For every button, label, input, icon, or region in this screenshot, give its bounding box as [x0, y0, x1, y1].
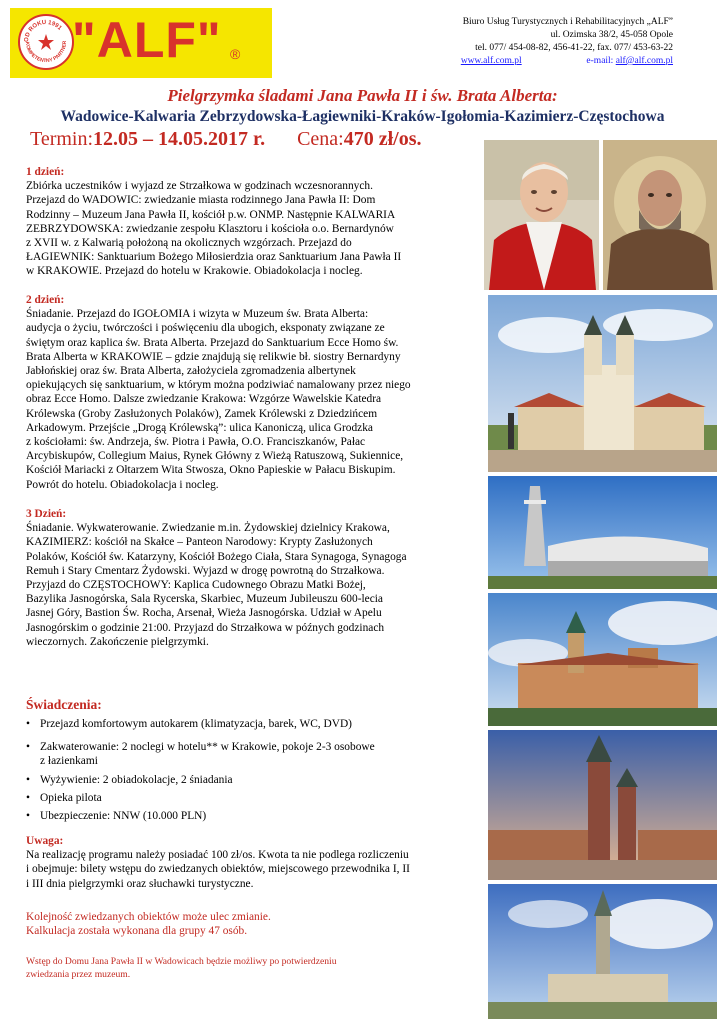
day-line: KAZIMIERZ: kościół na Skałce – Panteon Narodowy: Krypty Zasłużonych	[26, 536, 373, 549]
day-line: Przejazd do WADOWIC: zwiedzanie miasta rodzinnego Jana Pawła II: Dom	[26, 194, 376, 207]
day-line: ZEBRZYDOWSKA: zwiedzanie zespołu Klasztoru i kościoła o.o. Bernardynów	[26, 222, 394, 235]
day-line: z XVII w. z Kalwarią położoną na okolicznych wzgórzach. Przejazd do	[26, 237, 352, 250]
services-item: • Przejazd komfortowym autokarem (klimatyzacja, barek, WC, DVD)	[26, 717, 481, 731]
day-line: wieczornych. Zakończenie pielgrzymki.	[26, 635, 209, 648]
email-link[interactable]: alf@alf.com.pl	[615, 56, 673, 66]
services-item: • Zakwaterowanie: 2 noclegi w hotelu** w Krakowie, pokoje 2-3 osobowe	[26, 740, 481, 754]
day-line: opiekujących się sanktuarium, w którym można podziwiać namalowany przez niego	[26, 379, 411, 392]
day-line: Śniadanie. Wykwaterowanie. Zwiedzanie m.in. Żydowskiej dzielnicy Krakowa,	[26, 522, 390, 535]
footer-line: zwiedzania przez muzeum.	[26, 968, 131, 980]
day-line: Remuh i Stary Cmentarz Żydowski. Wyjazd w drogę powrotną do Strzałkowa.	[26, 564, 385, 577]
day-line: Jasnogórskim o godzinie 21:00. Przyjazd do Strzałkowa w późnych godzinach	[26, 621, 385, 634]
logo-registered-mark: ®	[230, 46, 241, 62]
alf-logo	[10, 8, 272, 78]
lagiewniki-sanctuary-photo	[488, 476, 717, 589]
note-line: Na realizację programu należy posiadać 100 zł/os. Kwota ta nie podlega rozliczeniu	[26, 849, 409, 862]
day-line: obraz Ecce Homo. Dalsze zwiedzanie Krakowa: Wzgórze Wawelskie Katedra	[26, 393, 382, 406]
email-label: e-mail:	[586, 56, 616, 66]
term-label: Termin:	[30, 128, 94, 150]
day-line: Przyjazd do CZĘSTOCHOWY: Kaplica Cudownego Obrazu Matki Bożej,	[26, 579, 366, 592]
term-price-line	[30, 128, 422, 151]
company-address: ul. Ozimska 38/2, 45-058 Opole	[550, 30, 673, 40]
services-item-continuation: z łazienkami	[40, 755, 98, 768]
company-phones: tel. 077/ 454-08-82, 456-41-22, fax. 077/ 453-63-22	[475, 43, 673, 53]
footer-note	[26, 956, 481, 981]
day-heading: 1 dzień:	[26, 166, 65, 178]
note-line: i obejmuje: bilety wstępu do zwiedzanych obiektów, miejscowego przewodnika I, II	[26, 863, 410, 876]
logo-seal-icon	[18, 14, 74, 70]
day-line: Królewska (Groby Zasłużonych Polaków), Zamek Królewski z Dziedzińcem	[26, 407, 378, 420]
contact-line	[343, 55, 673, 68]
trip-title: Pielgrzymka śladami Jana Pawła II i św. Brata Alberta:	[167, 86, 558, 105]
day-line: Arkadowym. Przejście „Drogą Królewską”: ulica Kanoniczą, ulica Grodzka	[26, 421, 373, 434]
day-line: z kościołami: św. Andrzeja, św. Piotra i Pawła, O.O. Franciszkanów, Pałac	[26, 436, 366, 449]
trip-route: Wadowice-Kalwaria Zebrzydowska-Łagiewniki-Kraków-Igołomia-Kazimierz-Częstochowa	[60, 108, 665, 125]
day-1-section	[26, 165, 476, 279]
services-item: • Opieka pilota	[26, 791, 481, 805]
day-line: Rodzinny – Muzeum Jana Pawła II, kościół p.w. ONMP. Następnie KALWARIA	[26, 208, 396, 221]
svg-text:KOMPETENTNY PARTNER: KOMPETENTNY PARTNER	[23, 40, 69, 65]
services-section	[26, 697, 481, 823]
krakow-market-photo	[488, 730, 717, 880]
remark-line: Kalkulacja została wykonana dla grupy 47 osób.	[26, 925, 248, 938]
day-line: Śniadanie. Przejazd do IGOŁOMIA i wizyta w Muzeum św. Brata Alberta:	[26, 308, 369, 321]
day-line: Powrót do hotelu. Obiadokolacja i nocleg.	[26, 478, 219, 491]
day-line: Bazylika Jasnogórska, Sala Rycerska, Skarbiec, Muzeum Jubileuszu 600-lecia	[26, 593, 383, 606]
wawel-castle-photo	[488, 593, 717, 726]
website-link[interactable]: www.alf.com.pl	[460, 56, 522, 66]
day-line: Polaków, Kościół św. Katarzyny, Kościół Bożego Ciała, Stara Synagoga, Synagoga	[26, 550, 407, 563]
note-line: i III dnia pielgrzymki oraz słuchawki turystyczne.	[26, 877, 254, 890]
day-heading: 2 dzień:	[26, 294, 65, 306]
note-section	[26, 834, 486, 891]
day-line: ŁAGIEWNIK: Sanktuarium Bożego Miłosierdzia oraz Sanktuarium Jana Pawła II	[26, 251, 402, 264]
services-heading: Świadczenia:	[26, 697, 102, 712]
day-line: w KRAKOWIE. Przejazd do hotelu w Krakowie. Obiadokolacja i nocleg.	[26, 265, 363, 278]
remark-line: Kolejność zwiedzanych obiektów może ulec zmianie.	[26, 911, 271, 923]
day-line: Kościół Mariacki z Ołtarzem Wita Stwosza, Okno Papieskie w Pałacu Biskupim.	[26, 464, 396, 477]
note-heading: Uwaga:	[26, 835, 64, 847]
services-list	[26, 717, 481, 754]
kalwaria-basilica-photo	[488, 295, 717, 472]
logo-name: "ALF"	[72, 12, 222, 68]
day-2-section	[26, 293, 481, 492]
day-line: Jabłońskiej oraz św. Brata Alberta, założyciela zgromadzenia albertynek	[26, 365, 356, 378]
footer-line: Wstęp do Domu Jana Pawła II w Wadowicach będzie możliwy po potwierdzeniu	[26, 956, 337, 967]
price-label: Cena:	[297, 128, 344, 150]
term-value: 12.05 – 14.05.2017 r.	[93, 128, 266, 150]
svg-text:OD ROKU 1991: OD ROKU 1991	[23, 19, 63, 43]
day-line: Zbiórka uczestników i wyjazd ze Strzałkowa w godzinach wczesnorannych.	[26, 180, 373, 193]
company-header	[343, 16, 673, 68]
john-paul-ii-portrait	[484, 140, 599, 290]
day-line: Jasnej Góry, Bastion Św. Rocha, Arsenał, Wieża Jasnogórska. Udział w Apelu	[26, 607, 382, 620]
brother-albert-portrait	[603, 140, 717, 290]
company-name: Biuro Usług Turystycznych i Rehabilitacyjnych „ALF”	[462, 17, 673, 27]
jasna-gora-photo	[488, 884, 717, 1019]
services-item: • Wyżywienie: 2 obiadokolacje, 2 śniadania	[26, 773, 481, 787]
price-value: 470 zł/os.	[343, 128, 422, 150]
remarks-section	[26, 910, 481, 938]
services-list-2	[26, 773, 481, 824]
services-item: • Ubezpieczenie: NNW (10.000 PLN)	[26, 809, 481, 823]
day-3-section	[26, 507, 481, 649]
day-line: Arcybiskupów, Collegium Maius, Rynek Główny z Wieżą Ratuszową, Sukiennice,	[26, 450, 404, 463]
day-line: świętym oraz kaplica św. Brata Alberta. Przejazd do Sanktuarium Ecce Homo św.	[26, 336, 399, 349]
day-line: Brata Alberta w KRAKOWIE – gdzie znajdują się relikwie bł. siostry Bernardyny	[26, 350, 401, 363]
day-heading: 3 Dzień:	[26, 508, 67, 520]
day-line: audycja o życiu, twórczości i poświęceniu dla ubogich, eksponaty związane ze	[26, 322, 385, 335]
